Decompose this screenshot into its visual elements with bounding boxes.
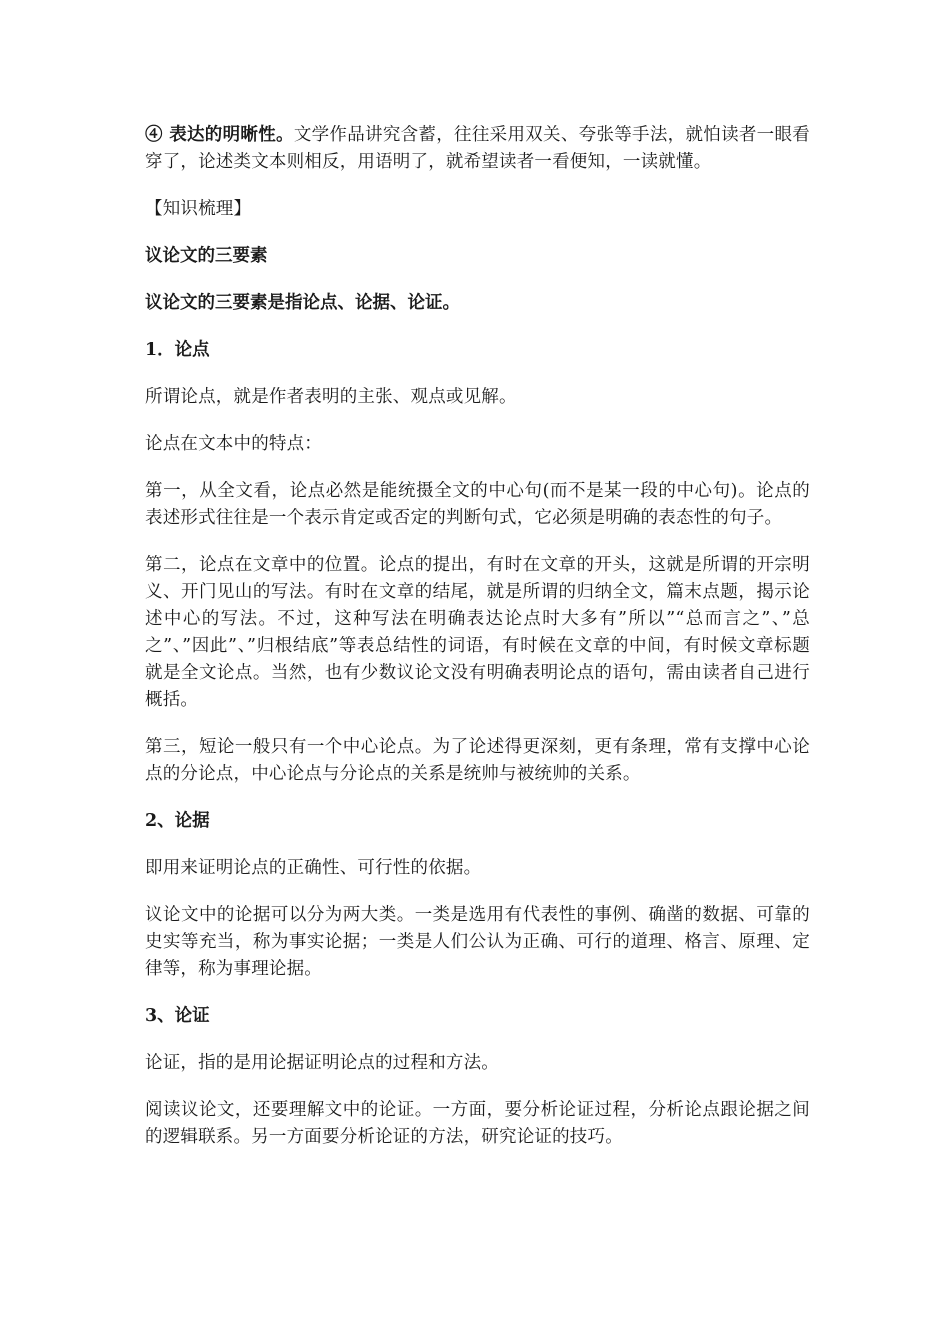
clarity-body: 文学作品讲究含蓄，往往采用双关、夸张等手法，就怕读者一眼看穿了，论述类文本则相反，用语明了，就希望读者一看便知，一读就懂。 bbox=[145, 125, 810, 172]
lundian-features-label: 论点在文本中的特点： bbox=[145, 434, 322, 454]
lunzheng-definition: 论证，指的是用论据证明论点的过程和方法。 bbox=[145, 1053, 499, 1073]
three-elements-intro: 议论文的三要素是指论点、论据、论证。 bbox=[145, 293, 460, 313]
knowledge-tag: 【知识梳理】 bbox=[145, 199, 252, 219]
document-page bbox=[145, 122, 810, 1171]
lunju-types: 议论文中的论据可以分为两大类。一类是选用有代表性的事例、确凿的数据、可靠的史实等充当，称为事实论据；一类是人们公认为正确、可行的道理、格言、原理、定律等，称为事理论据。 bbox=[145, 905, 810, 979]
lundian-feature-third: 第三，短论一般只有一个中心论点。为了论述得更深刻，更有条理，常有支撑中心论点的分论点，中心论点与分论点的关系是统帅与被统帅的关系。 bbox=[145, 737, 810, 784]
lundian-feature-first: 第一，从全文看，论点必然是能统摄全文的中心句(而不是某一段的中心句)。论点的表述形式往往是一个表示肯定或否定的判断句式，它必须是明确的表态性的句子。 bbox=[145, 481, 810, 528]
three-elements-title: 议论文的三要素 bbox=[145, 246, 268, 266]
section-heading-lunzheng: 3、论证 bbox=[145, 1006, 210, 1026]
lundian-definition: 所谓论点，就是作者表明的主张、观点或见解。 bbox=[145, 387, 517, 407]
lunzheng-reading: 阅读议论文，还要理解文中的论证。一方面，要分析论证过程，分析论点跟论据之间的逻辑联系。另一方面要分析论证的方法，研究论证的技巧。 bbox=[145, 1100, 810, 1147]
section-heading-lundian: 1．论点 bbox=[145, 340, 210, 360]
section-heading-lunju: 2、论据 bbox=[145, 811, 210, 831]
clarity-heading: ④ 表达的明晰性。 bbox=[145, 125, 294, 145]
paragraph-expression-clarity bbox=[145, 122, 810, 176]
lundian-feature-second: 第二，论点在文章中的位置。论点的提出，有时在文章的开头，这就是所谓的开宗明义、开门见山的写法。有时在文章的结尾，就是所谓的归纳全文，篇末点题，揭示论述中心的写法。不过，这种写法在明确表达论点时大多有”所以”“总而言之”、”总之”、”因此”、”归根结底”等表总结性的词语，有时候在文章的中间，有时候文章标题就是全文论点。当然，也有少数议论文没有明确表明论点的语句，需由读者自己进行概括。 bbox=[145, 555, 810, 710]
lunju-definition: 即用来证明论点的正确性、可行性的依据。 bbox=[145, 858, 482, 878]
